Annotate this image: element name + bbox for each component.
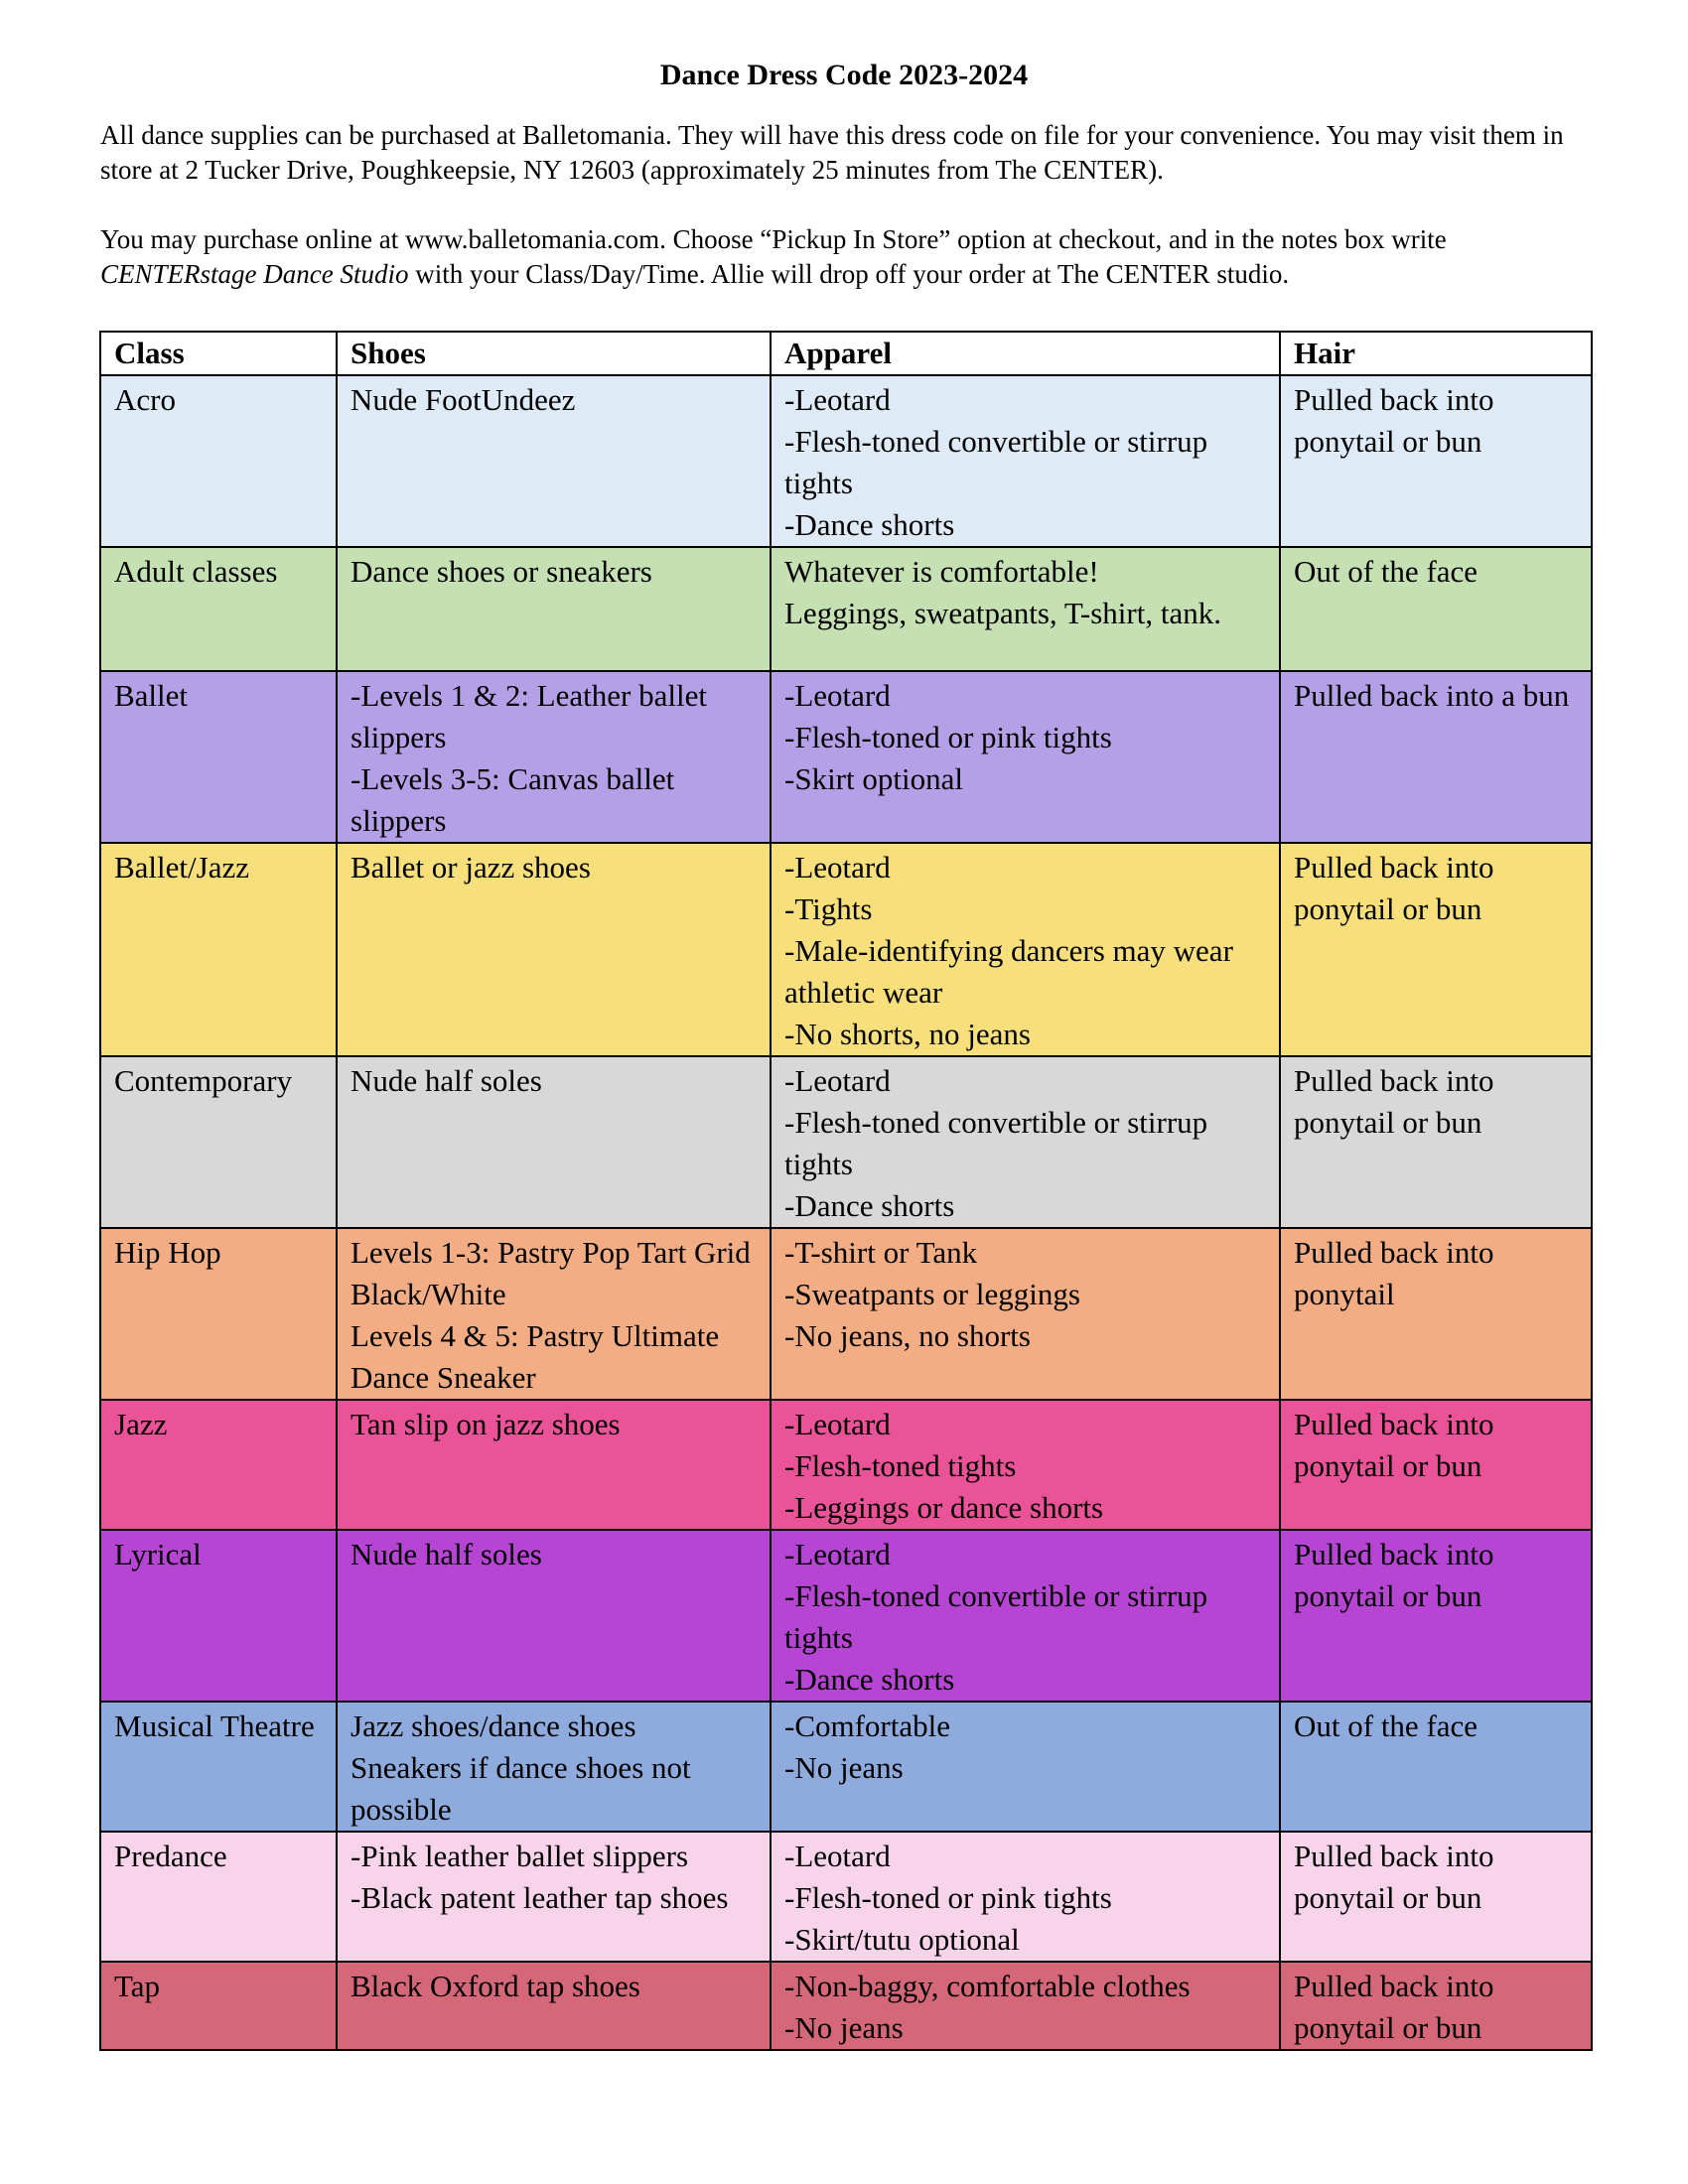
- apparel-line: -Flesh-toned convertible or stirrup tights: [784, 1105, 1208, 1181]
- apparel-cell: [771, 1702, 1280, 1832]
- apparel-cell: [771, 1228, 1280, 1400]
- class-cell: Ballet/Jazz: [100, 843, 337, 1056]
- shoes-line: Sneakers if dance shoes not possible: [351, 1750, 691, 1827]
- shoes-cell: [337, 671, 771, 843]
- intro-paragraph-store: [100, 118, 1590, 188]
- table-row: [100, 1832, 1592, 1962]
- table-row: [100, 1228, 1592, 1400]
- class-cell: Adult classes: [100, 547, 337, 671]
- apparel-cell: [771, 1832, 1280, 1962]
- shoes-line: Levels 4 & 5: Pastry Ultimate Dance Sneaker: [351, 1318, 720, 1395]
- shoes-line: Tan slip on jazz shoes: [351, 1407, 621, 1441]
- hair-line: Pulled back into ponytail or bun: [1294, 850, 1494, 926]
- table-row: [100, 547, 1592, 671]
- hair-line: Pulled back into ponytail or bun: [1294, 1537, 1494, 1613]
- header-hair: Hair: [1280, 332, 1592, 375]
- class-cell: Hip Hop: [100, 1228, 337, 1400]
- hair-line: Pulled back into ponytail: [1294, 1235, 1494, 1311]
- class-cell: Musical Theatre: [100, 1702, 337, 1832]
- shoes-line: Ballet or jazz shoes: [351, 850, 591, 885]
- apparel-line: -Leotard: [784, 1839, 891, 1873]
- header-class: Class: [100, 332, 337, 375]
- dress-code-table: [99, 331, 1593, 2051]
- shoes-line: Jazz shoes/dance shoes: [351, 1708, 636, 1743]
- hair-cell: [1280, 1832, 1592, 1962]
- apparel-line: -Leotard: [784, 850, 891, 885]
- apparel-line: -T-shirt or Tank: [784, 1235, 978, 1270]
- class-cell: Lyrical: [100, 1530, 337, 1702]
- hair-cell: [1280, 547, 1592, 671]
- table-row: [100, 843, 1592, 1056]
- hair-cell: [1280, 1056, 1592, 1228]
- table-row: [100, 1702, 1592, 1832]
- shoes-cell: [337, 547, 771, 671]
- class-cell: Predance: [100, 1832, 337, 1962]
- hair-cell: [1280, 1962, 1592, 2050]
- intro-paragraph-store-text: All dance supplies can be purchased at Balletomania. They will have this dress code on file for your convenience. You may visit them in store at 2 Tucker Drive, Poughkeepsie, NY 12603 (approximately 25 minutes from The CENTER).: [100, 120, 1564, 185]
- apparel-cell: [771, 375, 1280, 547]
- hair-line: Pulled back into ponytail or bun: [1294, 1063, 1494, 1140]
- apparel-line: -Dance shorts: [784, 507, 955, 542]
- header-shoes: Shoes: [337, 332, 771, 375]
- shoes-cell: [337, 1832, 771, 1962]
- shoes-cell: [337, 1530, 771, 1702]
- apparel-line: -Tights: [784, 891, 873, 926]
- apparel-line: -No jeans: [784, 2010, 904, 2045]
- hair-line: Pulled back into a bun: [1294, 678, 1570, 713]
- apparel-line: -Flesh-toned or pink tights: [784, 1880, 1112, 1915]
- shoes-cell: [337, 1228, 771, 1400]
- apparel-cell: [771, 671, 1280, 843]
- shoes-line: -Levels 1 & 2: Leather ballet slippers: [351, 678, 707, 754]
- shoes-line: Levels 1-3: Pastry Pop Tart Grid Black/White: [351, 1235, 751, 1311]
- intro-online-part2: with your Class/Day/Time. Allie will drop off your order at The CENTER studio.: [408, 259, 1290, 289]
- apparel-line: -Leotard: [784, 678, 891, 713]
- shoes-cell: [337, 1702, 771, 1832]
- class-cell: Tap: [100, 1962, 337, 2050]
- shoes-line: Nude half soles: [351, 1063, 542, 1098]
- hair-cell: [1280, 375, 1592, 547]
- hair-line: Out of the face: [1294, 554, 1478, 589]
- table-body: [100, 375, 1592, 2050]
- hair-cell: [1280, 1228, 1592, 1400]
- class-cell: Contemporary: [100, 1056, 337, 1228]
- class-cell: Ballet: [100, 671, 337, 843]
- shoes-line: -Black patent leather tap shoes: [351, 1880, 729, 1915]
- shoes-line: Nude half soles: [351, 1537, 542, 1571]
- apparel-line: -Comfortable: [784, 1708, 951, 1743]
- apparel-cell: [771, 1530, 1280, 1702]
- shoes-cell: [337, 1056, 771, 1228]
- apparel-line: -Leotard: [784, 1063, 891, 1098]
- shoes-line: -Levels 3-5: Canvas ballet slippers: [351, 761, 675, 838]
- hair-cell: [1280, 1702, 1592, 1832]
- document-title: Dance Dress Code 2023-2024: [659, 59, 1029, 91]
- apparel-line: -Dance shorts: [784, 1662, 955, 1697]
- hair-cell: [1280, 1400, 1592, 1530]
- apparel-line: -Leotard: [784, 382, 891, 417]
- hair-cell: [1280, 671, 1592, 843]
- apparel-line: -Sweatpants or leggings: [784, 1277, 1080, 1311]
- apparel-line: -Male-identifying dancers may wear athletic wear: [784, 933, 1233, 1010]
- intro-paragraph-online-text: [100, 222, 1590, 292]
- apparel-line: -No jeans: [784, 1750, 904, 1785]
- apparel-line: -Skirt optional: [784, 761, 963, 796]
- hair-line: Pulled back into ponytail or bun: [1294, 1407, 1494, 1483]
- apparel-cell: [771, 843, 1280, 1056]
- shoes-cell: [337, 843, 771, 1056]
- hair-line: Pulled back into ponytail or bun: [1294, 1839, 1494, 1915]
- apparel-line: -Flesh-toned convertible or stirrup tights: [784, 1578, 1208, 1655]
- table-row: [100, 1056, 1592, 1228]
- apparel-line: -Flesh-toned tights: [784, 1448, 1017, 1483]
- table-row: [100, 1400, 1592, 1530]
- apparel-line: -No shorts, no jeans: [784, 1017, 1031, 1051]
- apparel-cell: [771, 1056, 1280, 1228]
- table-row: [100, 375, 1592, 547]
- apparel-cell: [771, 547, 1280, 671]
- intro-paragraph-online: [100, 222, 1590, 292]
- apparel-line: -No jeans, no shorts: [784, 1318, 1031, 1353]
- shoes-line: Nude FootUndeez: [351, 382, 576, 417]
- apparel-line: -Leotard: [784, 1537, 891, 1571]
- shoes-line: Black Oxford tap shoes: [351, 1969, 640, 2003]
- shoes-cell: [337, 1962, 771, 2050]
- apparel-line: -Dance shorts: [784, 1188, 955, 1223]
- header-apparel: Apparel: [771, 332, 1280, 375]
- shoes-line: Dance shoes or sneakers: [351, 554, 652, 589]
- apparel-line: -Flesh-toned convertible or stirrup tights: [784, 424, 1208, 500]
- apparel-line: -Flesh-toned or pink tights: [784, 720, 1112, 754]
- apparel-cell: [771, 1962, 1280, 2050]
- intro-online-part1: You may purchase online at www.balletomania.com. Choose “Pickup In Store” option at checkout, and in the notes box write: [100, 224, 1447, 254]
- shoes-cell: [337, 375, 771, 547]
- table-row: [100, 1962, 1592, 2050]
- hair-line: Pulled back into ponytail or bun: [1294, 382, 1494, 459]
- apparel-line: -Leotard: [784, 1407, 891, 1441]
- class-cell: Acro: [100, 375, 337, 547]
- hair-cell: [1280, 843, 1592, 1056]
- apparel-line: -Skirt/tutu optional: [784, 1922, 1020, 1957]
- apparel-line: -Non-baggy, comfortable clothes: [784, 1969, 1191, 2003]
- apparel-line: -Leggings or dance shorts: [784, 1490, 1104, 1525]
- apparel-line: Leggings, sweatpants, T-shirt, tank.: [784, 596, 1221, 630]
- apparel-cell: [771, 1400, 1280, 1530]
- hair-line: Out of the face: [1294, 1708, 1478, 1743]
- shoes-cell: [337, 1400, 771, 1530]
- class-cell: Jazz: [100, 1400, 337, 1530]
- table-row: [100, 1530, 1592, 1702]
- table-row: [100, 671, 1592, 843]
- table-header-row: [100, 332, 1592, 375]
- shoes-line: -Pink leather ballet slippers: [351, 1839, 689, 1873]
- apparel-line: Whatever is comfortable!: [784, 554, 1099, 589]
- intro-online-studio-name: CENTERstage Dance Studio: [100, 259, 409, 289]
- hair-cell: [1280, 1530, 1592, 1702]
- hair-line: Pulled back into ponytail or bun: [1294, 1969, 1494, 2045]
